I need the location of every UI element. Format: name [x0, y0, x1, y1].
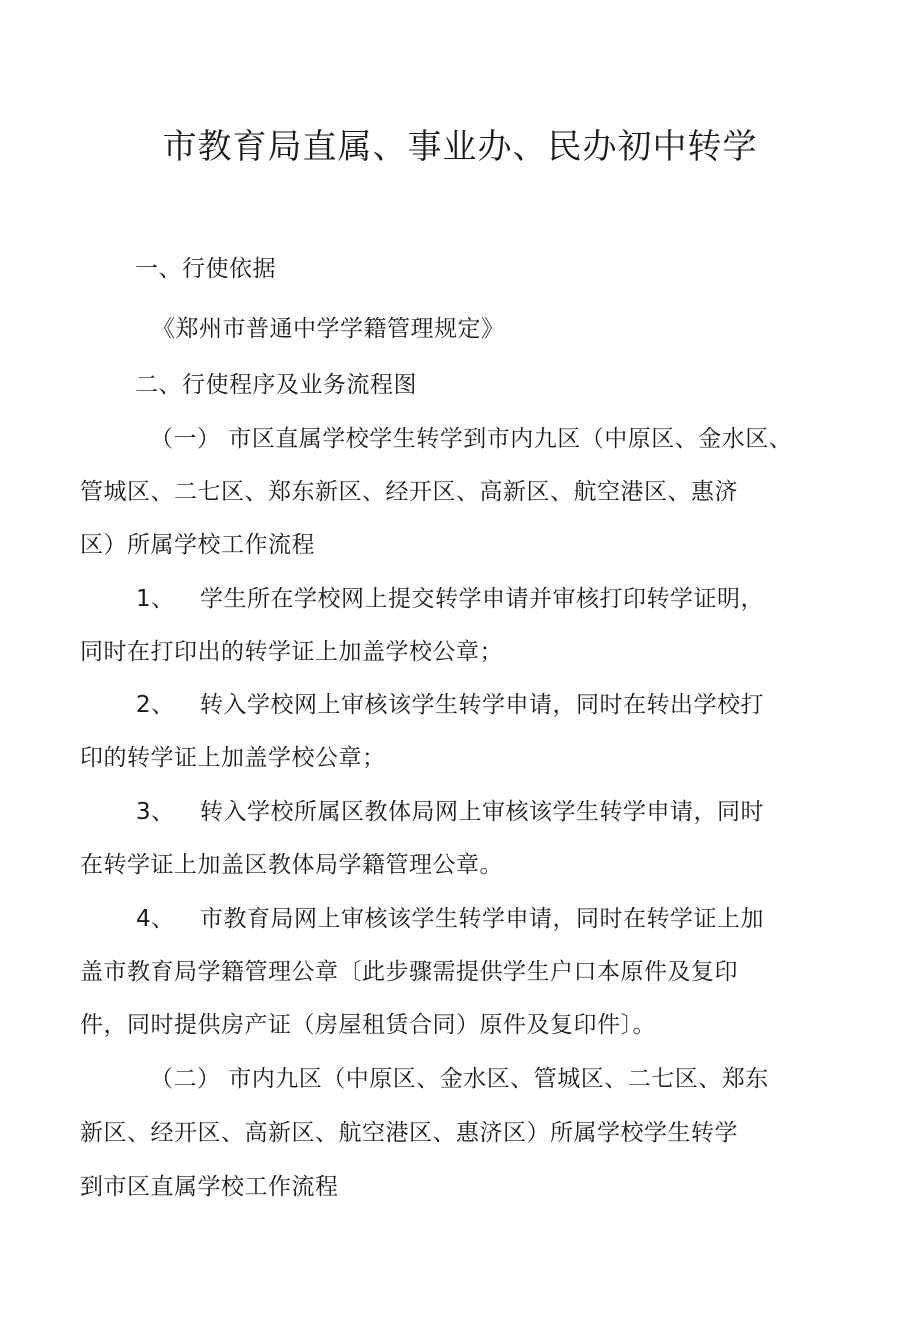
step-3-line-2: 在转学证上加盖区教体局学籍管理公章。 [80, 852, 503, 878]
step-1-line-1 [136, 582, 764, 616]
step-number-2: 2、 [136, 692, 175, 718]
subsection-2-line-1: （二） 市内九区（中原区、金水区、管城区、二七区、郑东 [150, 1066, 769, 1092]
subsection-1-line-2: 管城区、二七区、郑东新区、经开区、高新区、航空港区、惠济 [80, 479, 738, 505]
step-1-text: 学生所在学校网上提交转学申请并审核打印转学证明， [200, 586, 764, 612]
step-2-text: 转入学校网上审核该学生转学申请，同时在转出学校打 [200, 692, 764, 718]
section-heading-procedure: 二、行使程序及业务流程图 [135, 372, 417, 398]
step-3-line-1 [136, 795, 764, 829]
section-heading-basis: 一、行使依据 [135, 256, 276, 282]
step-2-line-1 [136, 688, 764, 722]
subsection-1-line-1: （一） 市区直属学校学生转学到市内九区（中原区、金水区、 [150, 426, 793, 452]
subsection-2-line-2: 新区、经开区、高新区、航空港区、惠济区）所属学校学生转学 [80, 1120, 738, 1146]
subsection-2-line-3: 到市区直属学校工作流程 [80, 1174, 339, 1200]
step-4-text: 市教育局网上审核该学生转学申请，同时在转学证上加 [200, 906, 764, 932]
step-2-line-2: 印的转学证上加盖学校公章； [80, 745, 386, 771]
step-3-text: 转入学校所属区教体局网上审核该学生转学申请，同时 [200, 799, 764, 825]
step-1-line-2: 同时在打印出的转学证上加盖学校公章； [80, 639, 503, 665]
basis-regulation: 《郑州市普通中学学籍管理规定》 [152, 316, 505, 342]
subsection-1-line-3: 区）所属学校工作流程 [80, 532, 315, 558]
step-number-1: 1、 [136, 586, 175, 612]
step-number-4: 4、 [136, 906, 175, 932]
document-title: 市教育局直属、事业办、民办初中转学 [162, 127, 758, 167]
step-4-line-1 [136, 902, 764, 936]
step-4-line-2: 盖市教育局学籍管理公章〔此步骤需提供学生户口本原件及复印 [80, 959, 738, 985]
step-4-line-3: 件，同时提供房产证（房屋租赁合同）原件及复印件〕。 [80, 1012, 656, 1038]
step-number-3: 3、 [136, 799, 175, 825]
